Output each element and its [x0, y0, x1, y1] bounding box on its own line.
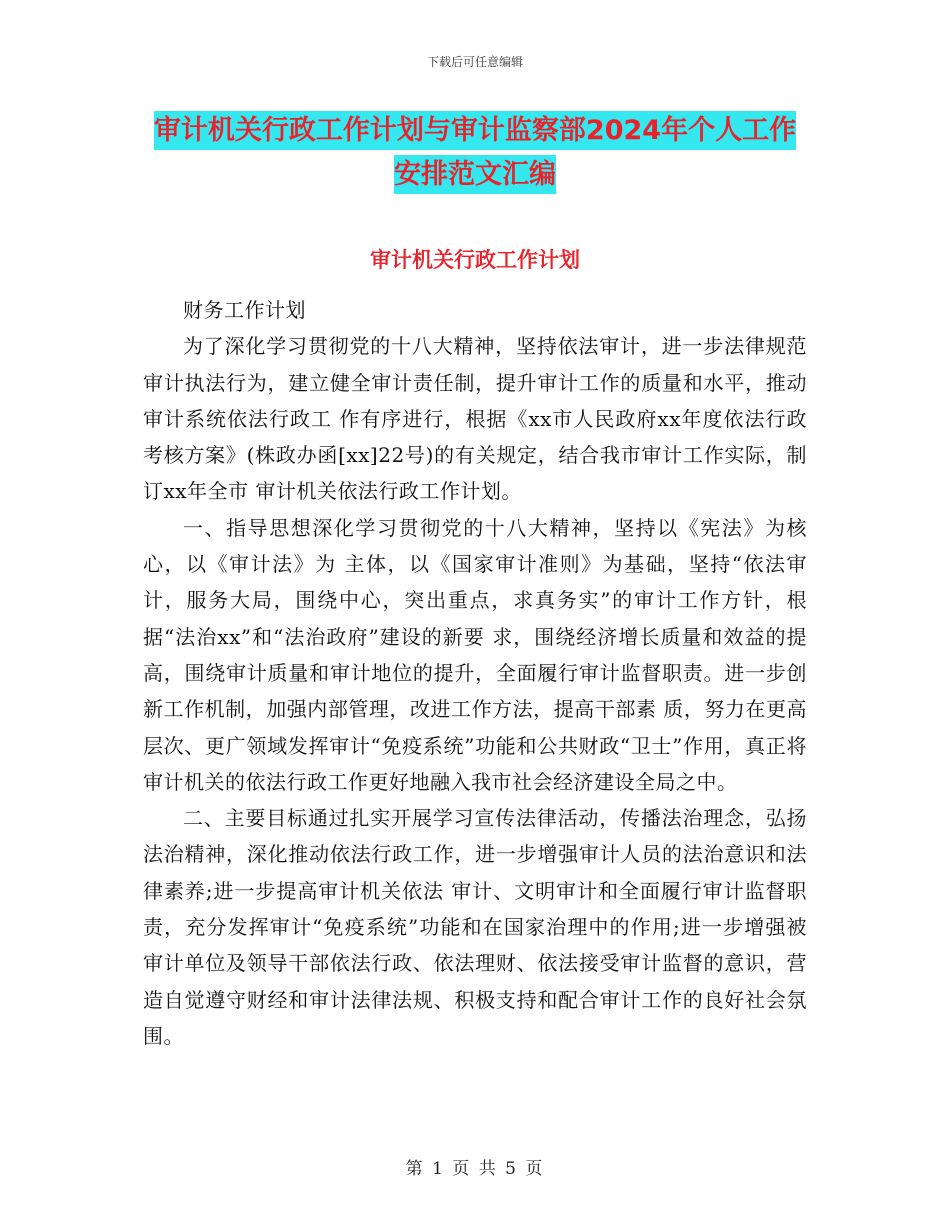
- paragraph-subheading: 财务工作计划: [183, 298, 306, 322]
- section-title: 审计机关行政工作计划: [370, 248, 580, 272]
- paragraph-guiding-ideology: 一、指导思想深化学习贯彻党的十八大精神，坚持以《宪法》为核心，以《审计法》为 主体，以《国家审计准则》为基础，坚持“依法审计，服务大局，围绕中心，突出重点，求真务实”的审计工作方针，根据“法治xx”和“法治政府”建设的新要 求，围绕经济增长质量和效益的提高，围绕审计质量和审计地位的提升，全面履行审计监督职责。进一步创新工作机制，加强内部管理，改进工作方法，提高干部素 质，努力在更高层次、更广领域发挥审计“免疫系统”功能和公共财政“卫士”作用，真正将审计机关的依法行政工作更好地融入我市社会经济建设全局之中。: [143, 515, 807, 794]
- header-note: 下载后可任意编辑: [426, 55, 523, 69]
- page-number-footer: 第 1 页 共 5 页: [405, 1159, 545, 1179]
- document-title-text: 审计机关行政工作计划与审计监察部2024年个人工作安排范文汇编: [154, 111, 796, 194]
- paragraph-intro: 为了深化学习贯彻党的十八大精神，坚持依法审计，进一步法律规范审计执法行为，建立健全审计责任制，提升审计工作的质量和水平，推动审计系统依法行政工 作有序进行，根据《xx市人民政府xx年度依法行政考核方案》(株政办函[xx]22号)的有关规定，结合我市审计工作实际，制订xx年全市 审计机关依法行政工作计划。: [143, 334, 807, 504]
- document-title: [143, 109, 807, 197]
- document-body: [143, 292, 807, 1054]
- paragraph-main-goals: 二、主要目标通过扎实开展学习宣传法律活动，传播法治理念，弘扬法治精神，深化推动依法行政工作，进一步增强审计人员的法治意识和法律素养;进一步提高审计机关依法 审计、文明审计和全面履行审计监督职责，充分发挥审计“免疫系统”功能和在国家治理中的作用;进一步增强被审计单位及领导干部依法行政、依法理财、依法接受审计监督的意识，营造自觉遵守财经和审计法律法规、积极支持和配合审计工作的良好社会氛围。: [143, 806, 807, 1048]
